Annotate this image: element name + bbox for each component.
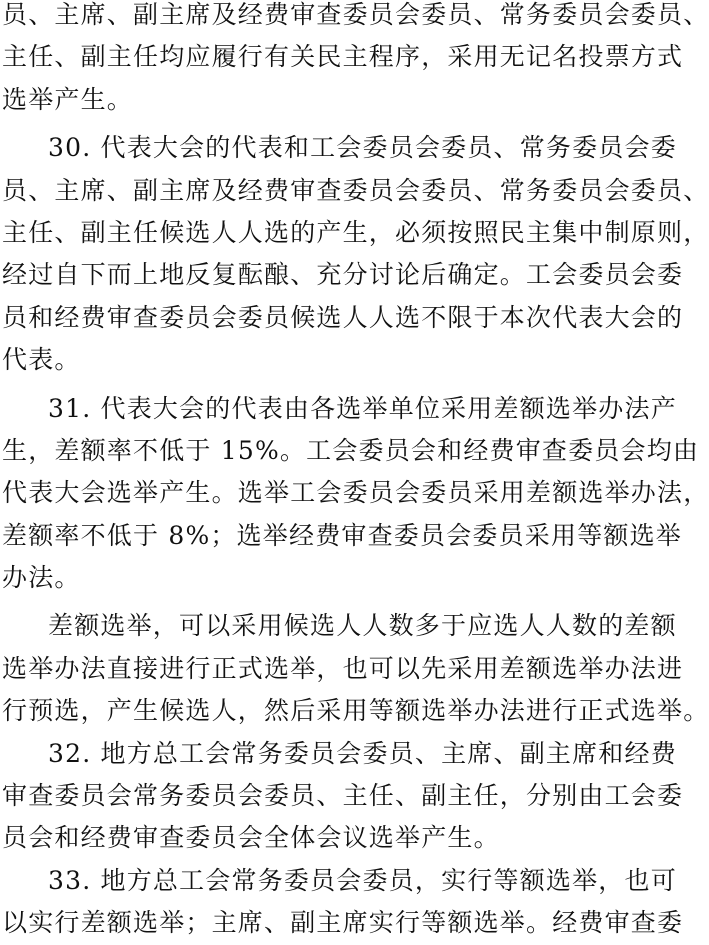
text-line: 行预选，产生候选人，然后采用等额选举办法进行正式选举。 [2, 696, 709, 726]
text-line: 员、主席、副主席及经费审查委员会委员、常务委员会委员、 [2, 0, 709, 29]
paragraph-start-31: 31. 代表大会的代表由各选举单位采用差额选举办法产 [48, 393, 677, 423]
text-line: 经过自下而上地反复酝酿、充分讨论后确定。工会委员会委 [2, 260, 684, 290]
text-line: 办法。 [2, 563, 81, 593]
text-line: 员和经费审查委员会委员候选人人选不限于本次代表大会的 [2, 302, 684, 332]
text-line: 主任、副主任候选人人选的产生，必须按照民主集中制原则， [2, 217, 709, 247]
text-line: 审查委员会常务委员会委员、主任、副主任，分别由工会委 [2, 781, 684, 811]
text-line: 选举办法直接进行正式选举，也可以先采用差额选举办法进 [2, 653, 684, 683]
paragraph-start-differential-election: 差额选举，可以采用候选人人数多于应选人人数的差额 [48, 611, 677, 641]
text-line: 差额率不低于 8%；选举经费审查委员会委员采用等额选举 [2, 520, 683, 550]
paragraph-start-33: 33. 地方总工会常务委员会委员，实行等额选举，也可 [48, 865, 677, 895]
text-line: 代表大会选举产生。选举工会委员会委员采用差额选举办法， [2, 478, 709, 508]
paragraph-start-32: 32. 地方总工会常务委员会委员、主席、副主席和经费 [48, 738, 677, 768]
text-line: 以实行差额选举；主席、副主席实行等额选举。经费审查委 [2, 908, 684, 938]
text-line: 主任、副主任均应履行有关民主程序，采用无记名投票方式 [2, 42, 684, 72]
text-line: 员会和经费审查委员会全体会议选举产生。 [2, 823, 500, 853]
text-line: 生，差额率不低于 15%。工会委员会和经费审查委员会均由 [2, 435, 700, 465]
text-line: 选举产生。 [2, 84, 134, 114]
text-line: 代表。 [2, 345, 81, 375]
text-line: 员、主席、副主席及经费审查委员会委员、常务委员会委员、 [2, 175, 709, 205]
paragraph-start-30: 30. 代表大会的代表和工会委员会委员、常务委员会委 [48, 133, 677, 163]
